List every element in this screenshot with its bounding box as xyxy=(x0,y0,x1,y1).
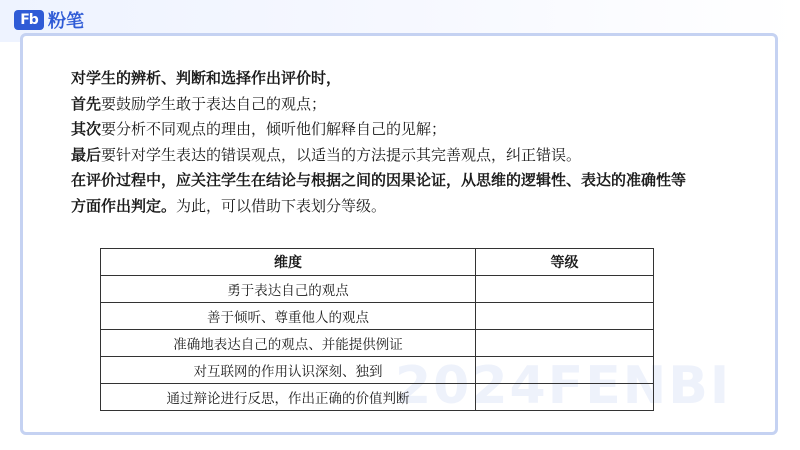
dimension-cell: 对互联网的作用认识深刻、独到 xyxy=(101,357,476,384)
body-paragraph xyxy=(71,66,761,219)
grading-table xyxy=(100,248,654,411)
table-row xyxy=(101,384,654,411)
keyword-first: 首先 xyxy=(71,94,102,113)
brand-mark-icon: Fb xyxy=(14,10,44,30)
paragraph-line-2-text: 要鼓励学生敢于表达自己的观点； xyxy=(101,94,327,113)
dimension-cell: 善于倾听、尊重他人的观点 xyxy=(101,303,476,330)
paragraph-line-1: 对学生的辨析、判断和选择作出评价时， xyxy=(71,69,342,87)
paragraph-line-5: 在评价过程中，应关注学生在结论与根据之间的因果论证，从思维的逻辑性、表达的准确性等 xyxy=(71,171,687,189)
table-row xyxy=(101,303,654,330)
paragraph-line-3 xyxy=(71,117,761,143)
table-header-row xyxy=(101,249,654,276)
keyword-second: 其次 xyxy=(71,120,102,138)
dimension-cell: 通过辩论进行反思，作出正确的价值判断 xyxy=(101,384,476,411)
table-row xyxy=(101,357,654,384)
table-row xyxy=(101,276,654,303)
watermark: 2024FENBI xyxy=(395,356,732,416)
paragraph-line-6-bold: 方面作出判定。 xyxy=(71,196,177,215)
paragraph-line-3-text: 要分析不同观点的理由，倾听他们解释自己的见解； xyxy=(101,120,447,138)
brand-logo xyxy=(14,8,84,32)
paragraph-line-2 xyxy=(71,92,761,118)
grade-cell xyxy=(475,303,653,330)
grade-cell xyxy=(475,357,653,384)
paragraph-line-6 xyxy=(71,194,761,220)
paragraph-line-6-text: 为此，可以借助下表划分等级。 xyxy=(176,196,387,215)
dimension-cell: 准确地表达自己的观点、并能提供例证 xyxy=(101,330,476,357)
keyword-last: 最后 xyxy=(71,145,102,164)
grade-cell xyxy=(475,276,653,303)
grade-cell xyxy=(475,330,653,357)
table-row xyxy=(101,330,654,357)
paragraph-line-4-text: 要针对学生表达的错误观点，以适当的方法提示其完善观点，纠正错误。 xyxy=(101,145,582,164)
grade-cell xyxy=(475,384,653,411)
header-dimension: 维度 xyxy=(101,249,476,276)
header-grade: 等级 xyxy=(475,249,653,276)
dimension-cell: 勇于表达自己的观点 xyxy=(101,276,476,303)
paragraph-line-4 xyxy=(71,143,761,169)
brand-name: 粉笔 xyxy=(48,11,84,32)
